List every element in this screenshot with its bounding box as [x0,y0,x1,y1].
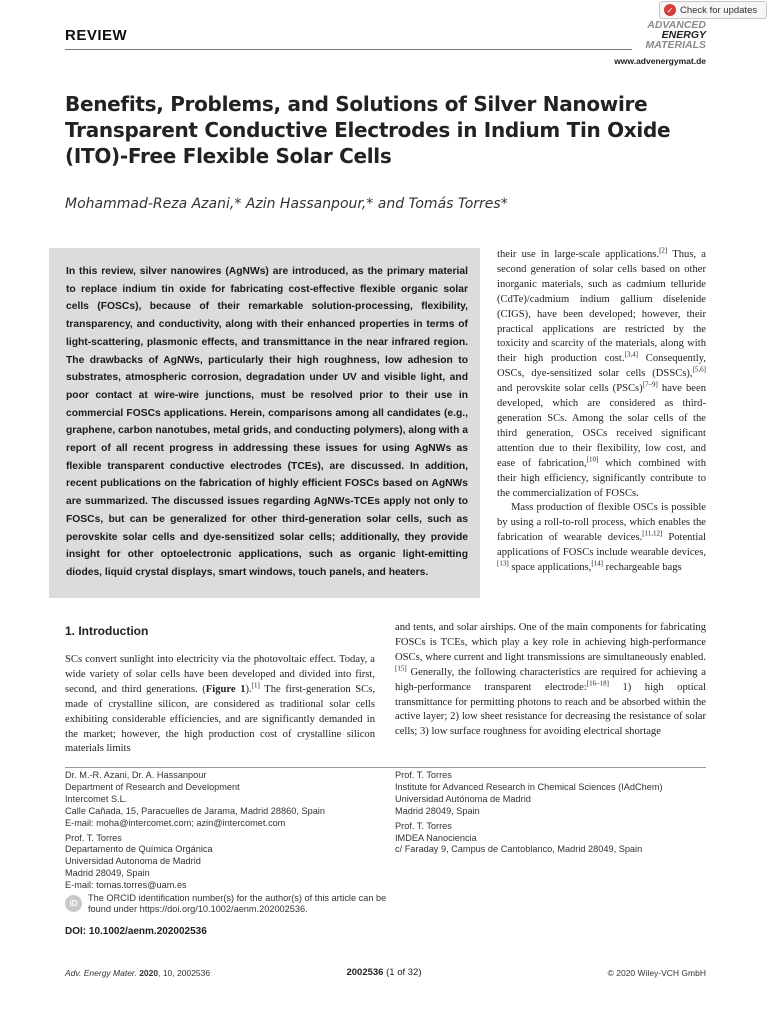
citation-link[interactable]: [3,4] [624,350,638,359]
footer-citation [65,968,210,978]
email-link[interactable]: E-mail: tomas.torres@uam.es [65,880,187,891]
updates-badge-icon: ✓ [664,4,676,16]
right-column-bottom: and tents, and solar airships. One of the main components for fabricating FOSCs is TCEs, which play a key role in achieving high-performance OSCs, where current and light transmissions are simultaneously enabled.[15] Generally, the following characteristics are required for achieving a high-performance transparent electrode:[16–18] 1) high optical transmittance for permitting photons to reach and be absorbed within the active layer; 2) low sheet resistance for decreasing the resistance of solar cells; 3) low surface roughness for avoiding electrical shortage [395,622,706,738]
body-paragraph: Mass production of flexible OSCs is possible by using a roll-to-roll process, which enables the fabrication of wearable devices.[11,12] Potential applications of FOSCs include wearable devices,[13] space applications,[14] rechargeable bags [497,502,706,574]
footer-page-number [300,967,468,978]
journal-logo-line-1: ADVANCED [647,19,706,31]
email-link[interactable]: E-mail: moha@intercomet.com; azin@intercomet.com [65,817,286,828]
affiliations-right [395,770,706,856]
journal-logo[interactable] [634,20,706,50]
affiliation-line: Madrid 28049, Spain [65,868,150,879]
footer-year: 2020 [139,968,159,978]
affiliation-line: Departamento de Química Orgánica [65,844,213,855]
affiliation-line: Intercomet S.L. [65,793,128,804]
citation-link[interactable]: [13] [497,559,509,568]
affiliation-line: Institute for Advanced Research in Chemical Sciences (IAdChem) [395,781,663,792]
footer-journal: Adv. Energy Mater. [65,968,137,978]
author-list: Mohammad-Reza Azani,* Azin Hassanpour,* and Tomás Torres* [65,196,508,212]
affiliation-line: Prof. T. Torres [395,770,452,780]
affiliations-left [65,770,385,892]
right-column-top [497,248,706,576]
citation-link[interactable]: [11,12] [642,529,663,538]
citation-link[interactable]: [10] [586,455,599,464]
abstract-text: In this review, silver nanowires (AgNWs) are introduced, as the primary material to replace indium tin oxide for fabricating cost-effective flexible organic solar cells (FOSCs), because of their remarkable solution-processing, flexibility, transparency, and conductivity, along with their enhanced properties in terms of light-scattering, plasmonic effects, and transmittance in the near infrared region. The drawbacks of AgNWs, particularly their high roughness, low adhesion to substrates, atmospheric corrosion, degradation under UV and visible light, and poor contact at wire-wire junctions, must be resolved prior to their use in commercial FOSCs applications. Herein, comparisons among all candidates (e.g., graphene, carbon nanotubes, metal grids, and conducting polymers), along with a report of all recent progress in addressing these issues for using AgNWs as flexible transparent conductive electrodes (TCEs), are discussed. In addition, recent publications on the fabrication of highly efficient FOSCs based on AgNWs are summarized. The discussed issues regarding AgNWs-TCEs apply not only to FOSCs, but can be generalized for other third-generation solar cells, such as perovskite solar cells and dye-sensitized solar cells; additionally, they provide insight for other optoelectronic applications, such as organic light-emitting diodes, liquid crystal displays, smart windows, touch panels, and heaters. [66,266,468,578]
header-divider [65,49,632,50]
citation-link[interactable]: [16–18] [586,679,609,688]
affiliation-line: Calle Cañada, 15, Paracuelles de Jarama, Madrid 28860, Spain [65,805,325,816]
affiliation-line: c/ Faraday 9, Campus de Cantoblanco, Madrid 28049, Spain [395,844,643,855]
orcid-note [65,893,395,915]
check-for-updates-button[interactable] [659,1,767,19]
section-heading-introduction: 1. Introduction [65,624,149,638]
body-paragraph: their use in large-scale applications.[2] Thus, a second generation of solar cells based on other inorganic materials, such as cadmium telluride (CdTe)/cadmium indium gallium diselenide (CIGS), have been developed; however, their practical applications are restricted by the toxicity and scarcity of the materials, along with their high production cost.[3,4] Consequently, OSCs, dye-sensitized solar cells (DSSCs),[5,6] and perovskite solar cells (PSCs)[7–9] have been developed, which are considered as third-generation SCs. Among the solar cells of the third generation, OSCs received significant attention due to their flexibility, low cost, and ease of fabrication,[10] which combined with their high efficiency, significantly contribute to the commercialization of FOSCs. [497,246,706,499]
orcid-icon: iD [65,895,82,912]
affiliation-line: Madrid 28049, Spain [395,805,480,816]
doi-link[interactable]: DOI: 10.1002/aenm.202002536 [65,926,207,937]
citation-link[interactable]: [15] [395,664,407,673]
citation-link[interactable]: [5,6] [692,365,706,374]
citation-link[interactable]: [7–9] [642,380,658,389]
affiliation-line: Dr. M.-R. Azani, Dr. A. Hassanpour [65,770,207,780]
figure-1-link[interactable]: Figure 1 [205,683,246,695]
orcid-note-text[interactable]: The ORCID identification number(s) for the author(s) of this article can be found under https://doi.org/10.1002/aenm.202002536. [88,893,387,915]
citation-link[interactable]: [1] [251,681,260,690]
check-for-updates-label: Check for updates [680,4,758,16]
section-label: REVIEW [65,27,128,44]
journal-logo-line-3: MATERIALS [645,39,706,51]
journal-logo-line-2: ENERGY [661,29,706,41]
affiliation-line: Department of Research and Development [65,781,240,792]
affiliation-line: Prof. T. Torres [65,832,122,843]
affiliation-line: Universidad Autónoma de Madrid [395,793,531,804]
footer-citation-rest: , 10, 2002536 [158,968,211,978]
intro-paragraph: SCs convert sunlight into electricity via the photovoltaic effect. Today, a wide variety of solar cells have been developed and divided into first, second, and third generations. (Figure 1).[1] The first-generation SCs, made of crystalline silicon, are considered as traditional solar cells exhibiting considerable efficiencies, and are significantly demanded in the market; however, the high production cost of crystalline silicon materials limits [65,654,375,755]
footer-copyright: © 2020 Wiley-VCH GmbH [607,968,706,978]
affiliation-divider [65,767,706,768]
affiliation-line: Prof. T. Torres [395,820,452,831]
footer-article-number: 2002536 [346,967,384,978]
citation-link[interactable]: [2] [659,246,668,255]
affiliation-line: Universidad Autonoma de Madrid [65,856,201,867]
journal-url-link[interactable]: www.advenergymat.de [614,56,706,66]
footer-page-info: (1 of 32) [386,967,422,978]
citation-link[interactable]: [14] [591,559,604,568]
article-title: Benefits, Problems, and Solutions of Silver Nanowire Transparent Conductive Electrodes in Indium Tin Oxide (ITO)-Free Flexible Solar Cells [65,92,671,168]
affiliation-line: IMDEA Nanociencia [395,832,477,843]
